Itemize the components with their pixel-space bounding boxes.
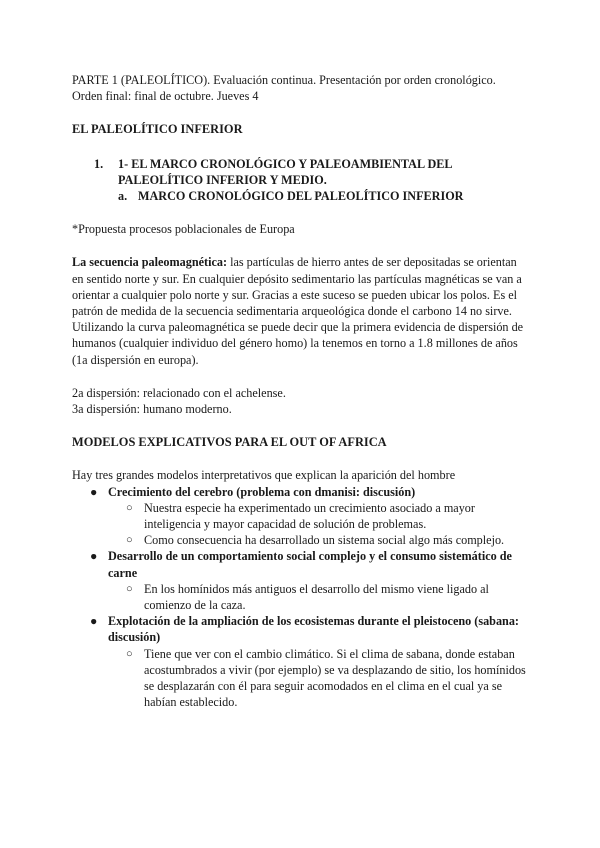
- circle-bullet-icon: ○: [126, 501, 133, 514]
- bullet-icon: ●: [90, 614, 98, 629]
- section-title: 1- EL MARCO CRONOLÓGICO Y PALEOAMBIENTAL DEL PALEOLÍTICO INFERIOR Y MEDIO.: [118, 156, 452, 187]
- dispersion-2-line: 2a dispersión: relacionado con el achelense.: [72, 385, 286, 400]
- circle-bullet-icon: ○: [126, 647, 133, 660]
- model-detail: [72, 532, 528, 548]
- document-page: [72, 72, 528, 711]
- intro-paragraph: PARTE 1 (PALEOLÍTICO). Evaluación continua. Presentación por orden cronológico. Orden final: final de octubre. Jueves 4: [72, 73, 496, 104]
- bullet-icon: ●: [90, 484, 98, 499]
- dispersion-3-line: 3a dispersión: humano moderno.: [72, 402, 232, 417]
- model-item: [72, 548, 528, 580]
- model-title: Explotación de la ampliación de los ecosistemas durante el pleistoceno (sabana: discusión): [108, 614, 519, 645]
- list-letter: a.: [118, 189, 128, 204]
- models-intro: Hay tres grandes modelos interpretativos que explican la aparición del hombre: [72, 468, 456, 483]
- paleomagnetic-label: La secuencia paleomagnética:: [72, 255, 228, 270]
- heading-modelos: MODELOS EXPLICATIVOS PARA EL OUT OF AFRICA: [72, 435, 387, 450]
- model-item: [72, 613, 528, 645]
- model-title: Desarrollo de un comportamiento social complejo y el consumo sistemático de carne: [108, 549, 512, 580]
- paleomagnetic-text: las partículas de hierro antes de ser depositadas se orientan en sentido norte y sur. En cualquier depósito sedimentario las partículas magnéticas se van a orientar a cualquier polo norte y sur. Gracias a este suceso se pueden ubicar los polos. Es el patrón de medida de la secuencia sedimentaria arqueológica donde el carbono 14 no sirve. Utilizando la curva paleomagnética se puede decir que la primera evidencia de dispersión de humanos (cualquier individuo del género homo) la tenemos en torno a 1.8 millones de años (1a dispersión en europa).: [72, 255, 524, 367]
- circle-bullet-icon: ○: [126, 534, 133, 547]
- proposal-note: *Propuesta procesos poblacionales de Europa: [72, 222, 295, 237]
- model-detail: [72, 646, 528, 711]
- paleomagnetic-paragraph: [72, 254, 528, 367]
- subsection-title: MARCO CRONOLÓGICO DEL PALEOLÍTICO INFERIOR: [138, 189, 464, 204]
- model-detail-text: Nuestra especie ha experimentado un crecimiento asociado a mayor inteligencia y mayor capacidad de solución de problemas.: [144, 500, 475, 532]
- model-detail: [72, 500, 528, 532]
- circle-bullet-icon: ○: [126, 582, 133, 595]
- bullet-icon: ●: [90, 549, 98, 564]
- model-detail: [72, 581, 528, 613]
- model-detail-text: Tiene que ver con el cambio climático. Si el clima de sabana, donde estaban acostumbrados a vivir (por ejemplo) se va desplazando de sitio, los homínidos se desplazarán con él para seguir acomodados en el clima en el cual ya se habían establecido.: [144, 646, 526, 710]
- heading-paleolitico-inferior: EL PALEOLÍTICO INFERIOR: [72, 122, 243, 137]
- model-item: [72, 484, 528, 500]
- model-detail-text: En los homínidos más antiguos el desarrollo del mismo viene ligado al comienzo de la caza.: [144, 581, 489, 613]
- list-number: 1.: [94, 156, 104, 171]
- lettered-item-a: [118, 188, 528, 204]
- model-title: Crecimiento del cerebro (problema con dmanisi: discusión): [108, 484, 416, 499]
- model-detail-text: Como consecuencia ha desarrollado un sistema social algo más complejo.: [144, 533, 505, 548]
- numbered-item-1: [94, 156, 528, 205]
